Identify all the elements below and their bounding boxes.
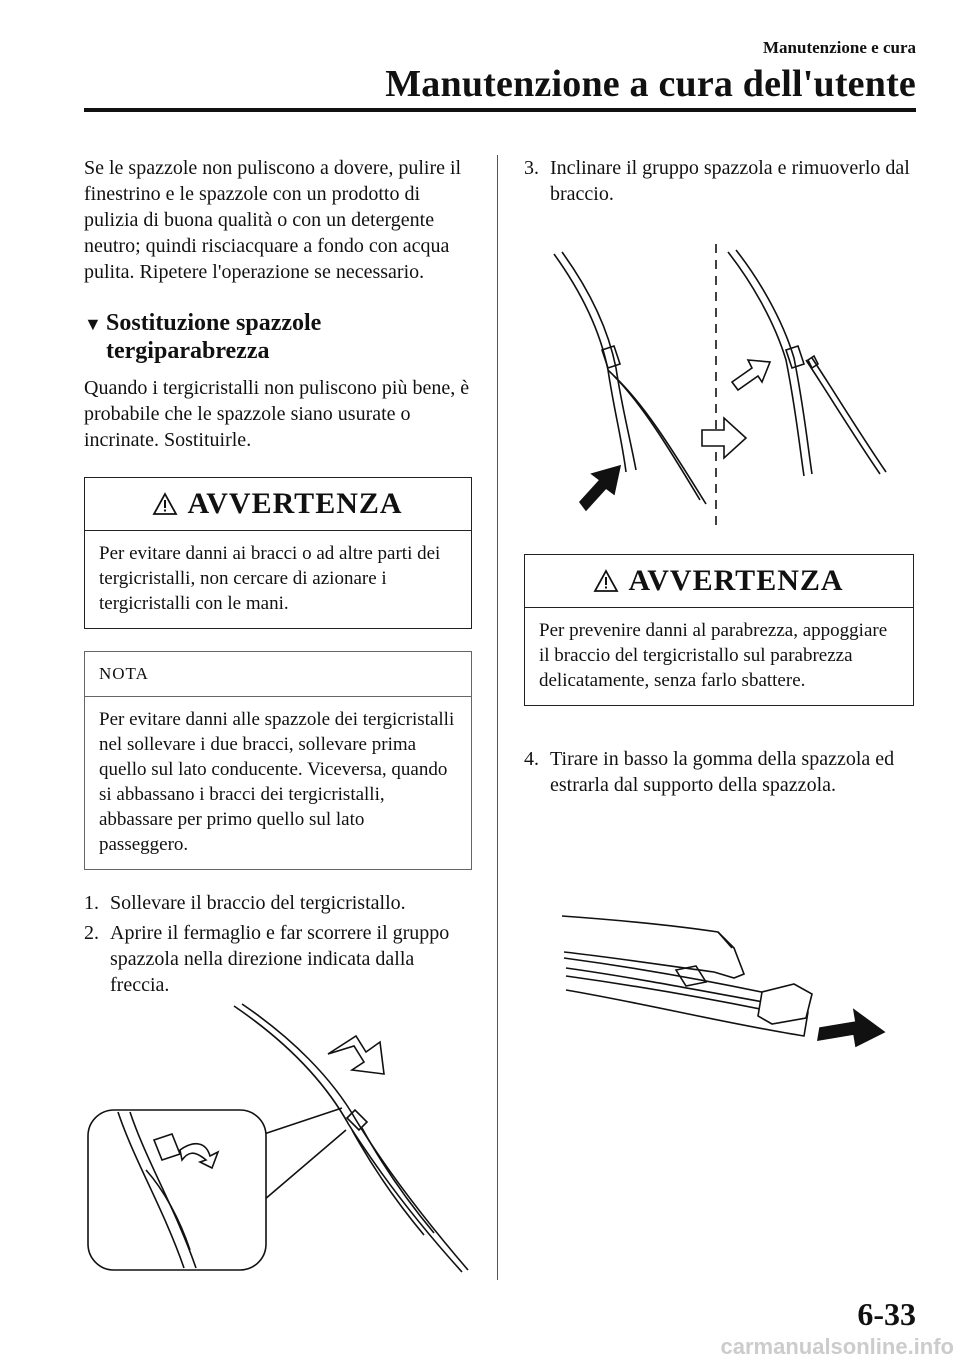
warning-triangle-icon xyxy=(594,570,618,592)
header-section-label: Manutenzione e cura xyxy=(763,38,916,57)
step-text: Tirare in basso la gomma della spazzola ed estrarla dal supporto della spazzola. xyxy=(550,748,895,796)
step-item xyxy=(524,746,916,798)
wiper-clip-illustration xyxy=(84,1000,484,1280)
page-number: 6-33 xyxy=(857,1296,916,1332)
wiper-rubber-illustration xyxy=(558,908,888,1048)
triangle-bullet-icon: ▼ xyxy=(84,314,102,334)
steps-list xyxy=(84,890,472,998)
warning-box xyxy=(84,477,472,629)
right-column xyxy=(524,155,916,207)
step-number: 2. xyxy=(84,922,99,944)
warning-header xyxy=(525,555,913,608)
page-title: Manutenzione a cura dell'utente xyxy=(385,63,916,105)
section-title: Sostituzione spazzole tergiparabrezza xyxy=(106,310,322,364)
watermark: carmanualsonline.info xyxy=(720,1334,954,1359)
warning-title: AVVERTENZA xyxy=(187,487,403,520)
step-number: 1. xyxy=(84,892,99,914)
warning-triangle-icon xyxy=(153,493,177,515)
wiper-tilt-illustration xyxy=(550,240,920,525)
warning-box-2 xyxy=(524,554,914,706)
warning-header xyxy=(85,478,471,531)
step-number: 3. xyxy=(524,157,539,179)
step-text: Sollevare il braccio del tergicristallo. xyxy=(110,892,406,914)
section-paragraph: Quando i tergicristalli non puliscono più bene, è probabile che le spazzole siano usurate o incrinate. Sostituirle. xyxy=(84,377,470,451)
step-item xyxy=(524,155,916,207)
note-box xyxy=(84,651,472,870)
step-text: Aprire il fermaglio e far scorrere il gruppo spazzola nella direzione indicata dalla freccia. xyxy=(110,922,450,996)
column-divider xyxy=(497,155,498,1280)
step-number: 4. xyxy=(524,748,539,770)
step-item xyxy=(84,920,472,998)
note-text: Per evitare danni alle spazzole dei tergicristalli nel sollevare i due bracci, sollevare prima quello sul lato conducente. Viceversa, quando si abbassano i bracci dei tergicristalli, abbassare per primo quello sul lato passeggero. xyxy=(99,709,455,855)
warning-title: AVVERTENZA xyxy=(628,564,844,597)
warning-text: Per prevenire danni al parabrezza, appoggiare il braccio del tergicristallo sul parabrezza delicatamente, senza farlo sbattere. xyxy=(539,620,888,691)
left-column xyxy=(84,155,472,998)
warning-text: Per evitare danni ai bracci o ad altre parti dei tergicristalli, non cercare di azionare i tergicristalli con le mani. xyxy=(99,543,441,614)
note-title: NOTA xyxy=(85,652,471,697)
intro-paragraph: Se le spazzole non puliscono a dovere, pulire il finestrino e le spazzole con un prodotto di pulizia di buona qualità o con un detergente neutro; quindi risciacquare a fondo con acqua pulita. Ripetere l'operazione se necessario. xyxy=(84,157,462,283)
section-heading xyxy=(84,309,472,365)
step-item xyxy=(84,890,472,916)
step-text: Inclinare il gruppo spazzola e rimuoverlo dal braccio. xyxy=(550,157,910,205)
header-rule xyxy=(84,108,916,112)
